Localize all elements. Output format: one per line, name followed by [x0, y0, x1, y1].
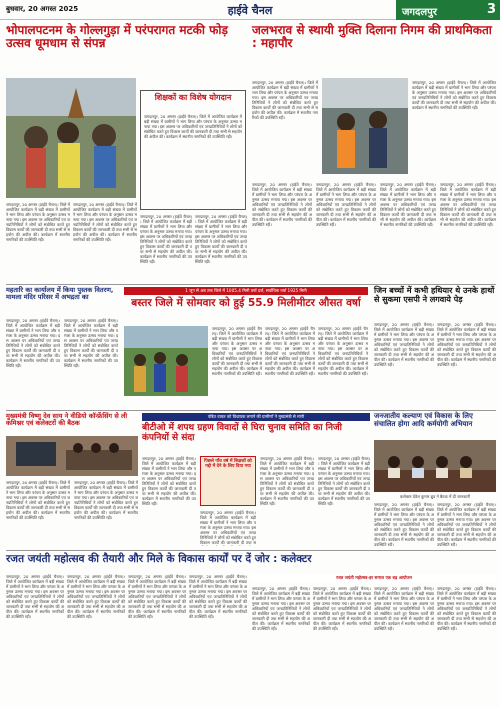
story10-body-8: जगदलपुर, 20 अगस्त (हाईवे चैनल)। जिले में आयोजित कार्यक्रम में बड़ी संख्या में ग्रामीणों ने भाग लिया और परंपरा के अनुसार उत्सव मनाया गया। इस अवसर पर अधिकारियों एवं जनप्रतिनिधियों ने लोगों को संबोधित करते हुए विकास कार्यों की जानकारी दी तथा सभी से सहयोग की अपील की। कार्यक्रम में स्थानीय नागरिकों की उपस्थिति रही।: [437, 586, 496, 631]
story1-body: जगदलपुर, 20 अगस्त (हाईवे चैनल)। जिले में आयोजित कार्यक्रम में बड़ी संख्या में ग्रामीणों ने भाग लिया और परंपरा के अनुसार उत्सव मनाया गया। इस अवसर पर अधिकारियों एवं जनप्रतिनिधियों ने लोगों को संबोधित करते हुए विकास कार्यों की जानकारी दी तथा सभी से सहयोग की अपील की। कार्यक्रम में स्थानीय नागरिकों की उपस्थिति रही।: [6, 202, 70, 242]
story3-box-title: शिक्षकों का विशेष योगदान: [154, 93, 232, 102]
story8-body: जगदलपुर, 20 अगस्त (हाईवे चैनल)। जिले में आयोजित कार्यक्रम में बड़ी संख्या में ग्रामीणों ने भाग लिया और परंपरा के अनुसार उत्सव मनाया गया। इस अवसर पर अधिकारियों एवं जनप्रतिनिधियों ने लोगों को संबोधित करते हुए विकास कार्यों की जानकारी दी तथा सभी से सहयोग की अपील की। कार्यक्रम में स्थानीय नागरिकों की उपस्थिति रही।: [6, 480, 70, 520]
story2-body-4: जगदलपुर, 20 अगस्त (हाईवे चैनल)। जिले में आयोजित कार्यक्रम में बड़ी संख्या में ग्रामीणों ने भाग लिया और परंपरा के अनुसार उत्सव मनाया गया। इस अवसर पर अधिकारियों एवं जनप्रतिनिधियों ने लोगों को संबोधित करते हुए विकास कार्यों की जानकारी दी तथा सभी से सहयोग की अपील की। कार्यक्रम में स्थानीय नागरिकों की उपस्थिति रही।: [316, 182, 376, 227]
story10-body: जगदलपुर, 20 अगस्त (हाईवे चैनल)। जिले में आयोजित कार्यक्रम में बड़ी संख्या में ग्रामीणों ने भाग लिया और परंपरा के अनुसार उत्सव मनाया गया। इस अवसर पर अधिकारियों एवं जनप्रतिनिधियों ने लोगों को संबोधित करते हुए विकास कार्यों की जानकारी दी तथा सभी से सहयोग की अपील की। कार्यक्रम में स्थानीय नागरिकों की उपस्थिति रही।: [6, 574, 64, 619]
story5-photo: [124, 326, 208, 396]
masthead: [0, 0, 500, 20]
story10-body-7: जगदलपुर, 20 अगस्त (हाईवे चैनल)। जिले में आयोजित कार्यक्रम में बड़ी संख्या में ग्रामीणों ने भाग लिया और परंपरा के अनुसार उत्सव मनाया गया। इस अवसर पर अधिकारियों एवं जनप्रतिनिधियों ने लोगों को संबोधित करते हुए विकास कार्यों की जानकारी दी तथा सभी से सहयोग की अपील की। कार्यक्रम में स्थानीय नागरिकों की उपस्थिति रही।: [374, 586, 434, 631]
story7-body-2: जगदलपुर, 20 अगस्त (हाईवे चैनल)। जिले में आयोजित कार्यक्रम में बड़ी संख्या में ग्रामीणों ने भाग लिया और परंपरा के अनुसार उत्सव मनाया गया। इस अवसर पर अधिकारियों एवं जनप्रतिनिधियों ने लोगों को संबोधित करते हुए विकास कार्यों की जानकारी दी तथा स: [200, 510, 256, 545]
story2-body-3: जगदलपुर, 20 अगस्त (हाईवे चैनल)। जिले में आयोजित कार्यक्रम में बड़ी संख्या में ग्रामीणों ने भाग लिया और परंपरा के अनुसार उत्सव मनाया गया। इस अवसर पर अधिकारियों एवं जनप्रतिनिधियों ने लोगों को संबोधित करते हुए विकास कार्यों की जानकारी दी तथा सभी से सहयोग की अपील की। कार्यक्रम में स्थानीय नागरिकों की उपस्थिति रही।: [252, 182, 312, 227]
story6-body-2: जगदलपुर, 20 अगस्त (हाईवे चैनल)। जिले में आयोजित कार्यक्रम में बड़ी संख्या में ग्रामीणों ने भाग लिया और परंपरा के अनुसार उत्सव मनाया गया। इस अवसर पर अधिकारियों एवं जनप्रतिनिधियों ने लोगों को संबोधित करते हुए विकास कार्यों की जानकारी दी तथा सभी से सहयोग की अपील की। कार्यक्रम में स्थानीय नागरिकों की उपस्थिति रही।: [437, 322, 496, 367]
story5-headline: बस्तर जिले में सोमवार को हुई 55.9 मिलीमीटर औसत वर्षा: [131, 297, 361, 309]
story5-body: जगदलपुर, 20 अगस्त (हाईवे चैनल)। जिले में आयोजित कार्यक्रम में बड़ी संख्या में ग्रामीणों ने भाग लिया और परंपरा के अनुसार उत्सव मनाया गया। इस अवसर पर अधिकारियों एवं जनप्रतिनिधियों ने लोगों को संबोधित करते हुए विकास कार्यों की जानकारी दी तथा सभी से सहयोग की अपील की। कार्यक्रम में स्थानीय नागरिकों की उपस्थिति रही।: [212, 326, 262, 376]
story10-band: रजत जयंती महोत्सव-हर समाज एक बढ़ आयोजन: [252, 574, 496, 582]
story9-caption: कलेक्टर देवेश कुमार ध्रुव ने बैठक में दी जानकारी: [399, 494, 471, 499]
story8-body-2: जगदलपुर, 20 अगस्त (हाईवे चैनल)। जिले में आयोजित कार्यक्रम में बड़ी संख्या में ग्रामीणों ने भाग लिया और परंपरा के अनुसार उत्सव मनाया गया। इस अवसर पर अधिकारियों एवं जनप्रतिनिधियों ने लोगों को संबोधित करते हुए विकास कार्यों की जानकारी दी तथा सभी से सहयोग की अपील की। कार्यक्रम में स्थानीय नागरिकों की उपस्थिति रही।: [74, 480, 138, 520]
story10-body-5: जगदलपुर, 20 अगस्त (हाईवे चैनल)। जिले में आयोजित कार्यक्रम में बड़ी संख्या में ग्रामीणों ने भाग लिया और परंपरा के अनुसार उत्सव मनाया गया। इस अवसर पर अधिकारियों एवं जनप्रतिनिधियों ने लोगों को संबोधित करते हुए विकास कार्यों की जानकारी दी तथा सभी से सहयोग की अपील की। कार्यक्रम में स्थानीय नागरिकों की उपस्थिति रही।: [252, 586, 310, 631]
story1-body-4: जगदलपुर, 20 अगस्त (हाईवे चैनल)। जिले में आयोजित कार्यक्रम में बड़ी संख्या में ग्रामीणों ने भाग लिया और परंपरा के अनुसार उत्सव मनाया गया। इस अवसर पर अधिकारियों एवं जनप्रतिनिधियों ने लोगों को संबोधित करते हुए विकास कार्यों की जानकारी दी तथा सभी से सहयोग की अपील की। कार्यक्रम में स्थानीय नागरिकों की उपस्थिति रही।: [195, 214, 247, 264]
story9-body-2: जगदलपुर, 20 अगस्त (हाईवे चैनल)। जिले में आयोजित कार्यक्रम में बड़ी संख्या में ग्रामीणों ने भाग लिया और परंपरा के अनुसार उत्सव मनाया गया। इस अवसर पर अधिकारियों एवं जनप्रतिनिधियों ने लोगों को संबोधित करते हुए विकास कार्यों की जानकारी दी तथा सभी से सहयोग की अपील की। कार्यक्रम में स्थानीय नागरिकों की उपस्थिति रही।: [437, 502, 496, 546]
section-tab: [396, 0, 500, 20]
story4-headline: महतारि का कार्यालय में किया पुस्तक वितरण, मामला मंदिर परिसर में अभद्रता का: [6, 286, 114, 302]
story10-body-2: जगदलपुर, 20 अगस्त (हाईवे चैनल)। जिले में आयोजित कार्यक्रम में बड़ी संख्या में ग्रामीणों ने भाग लिया और परंपरा के अनुसार उत्सव मनाया गया। इस अवसर पर अधिकारियों एवं जनप्रतिनिधियों ने लोगों को संबोधित करते हुए विकास कार्यों की जानकारी दी तथा सभी से सहयोग की अपील की। कार्यक्रम में स्थानीय नागरिकों की उपस्थिति रही।: [67, 574, 125, 619]
story9-photo: [374, 440, 496, 492]
story10-body-3: जगदलपुर, 20 अगस्त (हाईवे चैनल)। जिले में आयोजित कार्यक्रम में बड़ी संख्या में ग्रामीणों ने भाग लिया और परंपरा के अनुसार उत्सव मनाया गया। इस अवसर पर अधिकारियों एवं जनप्रतिनिधियों ने लोगों को संबोधित करते हुए विकास कार्यों की जानकारी दी तथा सभी से सहयोग की अपील की। कार्यक्रम में स्थानीय नागरिकों की उपस्थिति रही।: [128, 574, 186, 619]
story10-headline: रजत जयंती महोत्सव की तैयारी और मिले के विकास कार्यों पर दें जोर : कलेक्टर: [6, 553, 312, 565]
story1-photo: [6, 78, 136, 198]
story2-headline: जलभराव से स्थायी मुक्ति दिलाना निगम की प्राथमिकता : महापौर: [252, 23, 492, 50]
story7-band: पंडित वाकर को विधायक लगाने की ग्रामीणों ने मुख्यमंत्री से मांगी: [142, 413, 370, 421]
story8-headline: मुख्यमंत्री विष्णु देव साय ने वीडियो कॉन्फ्रेंसिंग से ली कमिश्नर एवं कलेक्टरों की बैठक: [6, 412, 128, 428]
story6-body: जगदलपुर, 20 अगस्त (हाईवे चैनल)। जिले में आयोजित कार्यक्रम में बड़ी संख्या में ग्रामीणों ने भाग लिया और परंपरा के अनुसार उत्सव मनाया गया। इस अवसर पर अधिकारियों एवं जनप्रतिनिधियों ने लोगों को संबोधित करते हुए विकास कार्यों की जानकारी दी तथा सभी से सहयोग की अपील की। कार्यक्रम में स्थानीय नागरिकों की उपस्थिति रही।: [374, 322, 434, 367]
story5-body-2: जगदलपुर, 20 अगस्त (हाईवे चैनल)। जिले में आयोजित कार्यक्रम में बड़ी संख्या में ग्रामीणों ने भाग लिया और परंपरा के अनुसार उत्सव मनाया गया। इस अवसर पर अधिकारियों एवं जनप्रतिनिधियों ने लोगों को संबोधित करते हुए विकास कार्यों की जानकारी दी तथा सभी से सहयोग की अपील की। कार्यक्रम में स्थानीय नागरिकों की उपस्थिति रही।: [265, 326, 315, 376]
story6-headline: जिन बच्चों में कभी हथियार थे उनके हाथों से सुकमा एसपी ने लगवाये पेड़: [374, 286, 495, 304]
story2-body: जगदलपुर, 20 अगस्त (हाईवे चैनल)। जिले में आयोजित कार्यक्रम में बड़ी संख्या में ग्रामीणों ने भाग लिया और परंपरा के अनुसार उत्सव मनाया गया। इस अवसर पर अधिकारियों एवं जनप्रतिनिधियों ने लोगों को संबोधित करते हुए विकास कार्यों की जानकारी दी तथा सभी से सहयोग की अपील की। कार्यक्रम में स्थानीय नागरिकों की उपस्थिति रही।: [252, 80, 318, 120]
story2-body-6: जगदलपुर, 20 अगस्त (हाईवे चैनल)। जिले में आयोजित कार्यक्रम में बड़ी संख्या में ग्रामीणों ने भाग लिया और परंपरा के अनुसार उत्सव मनाया गया। इस अवसर पर अधिकारियों एवं जनप्रतिनिधियों ने लोगों को संबोधित करते हुए विकास कार्यों की जानकारी दी तथा सभी से सहयोग की अपील की। कार्यक्रम में स्थानीय नागरिकों की उपस्थिति रही।: [440, 182, 496, 227]
story8-photo: [6, 436, 138, 476]
story4-body: जगदलपुर, 20 अगस्त (हाईवे चैनल)। जिले में आयोजित कार्यक्रम में बड़ी संख्या में ग्रामीणों ने भाग लिया और परंपरा के अनुसार उत्सव मनाया गया। इस अवसर पर अधिकारियों एवं जनप्रतिनिधियों ने लोगों को संबोधित करते हुए विकास कार्यों की जानकारी दी तथा सभी से सहयोग की अपील की। कार्यक्रम में स्थानीय नागरिकों की उपस्थिति रही।: [6, 318, 60, 368]
page-number: 3: [486, 2, 496, 17]
newspaper-title: हाईवे चैनल: [227, 4, 273, 17]
story1-body-3: जगदलपुर, 20 अगस्त (हाईवे चैनल)। जिले में आयोजित कार्यक्रम में बड़ी संख्या में ग्रामीणों ने भाग लिया और परंपरा के अनुसार उत्सव मनाया गया। इस अवसर पर अधिकारियों एवं जनप्रतिनिधियों ने लोगों को संबोधित करते हुए विकास कार्यों की जानकारी दी तथा सभी से सहयोग की अपील की। कार्यक्रम में स्थानीय नागरिकों की उपस्थिति रही।: [140, 214, 192, 264]
story2-photo: [322, 78, 408, 174]
story5-body-3: जगदलपुर, 20 अगस्त (हाईवे चैनल)। जिले में आयोजित कार्यक्रम में बड़ी संख्या में ग्रामीणों ने भाग लिया और परंपरा के अनुसार उत्सव मनाया गया। इस अवसर पर अधिकारियों एवं जनप्रतिनिधियों ने लोगों को संबोधित करते हुए विकास कार्यों की जानकारी दी तथा सभी से सहयोग की अपील की। कार्यक्रम में स्थानीय नागरिकों की उपस्थिति रही।: [318, 326, 368, 376]
story1-headline: भोपालपटनम के गोल्लगुड़ा में परंपरागत मटकी फोड़ उत्सव धूमधाम से संपन्न: [6, 23, 228, 50]
story7-headline: बीटीओ में शपथ ग्रहण विवादों से घिरा चुनाव समिति का निजी कंपनियों से संदा: [142, 423, 343, 443]
story9-headline: जनजातीय कल्याण एवं विकास के लिए संचालित होगा आदि कर्मयोगी अभियान: [374, 412, 473, 428]
story1-body-2: जगदलपुर, 20 अगस्त (हाईवे चैनल)। जिले में आयोजित कार्यक्रम में बड़ी संख्या में ग्रामीणों ने भाग लिया और परंपरा के अनुसार उत्सव मनाया गया। इस अवसर पर अधिकारियों एवं जनप्रतिनिधियों ने लोगों को संबोधित करते हुए विकास कार्यों की जानकारी दी तथा सभी से सहयोग की अपील की। कार्यक्रम में स्थानीय नागरिकों की उपस्थिति रही।: [73, 202, 137, 242]
story3-body: जगदलपुर, 20 अगस्त (हाईवे चैनल)। जिले में आयोजित कार्यक्रम में बड़ी संख्या में ग्रामीणों ने भाग लिया और परंपरा के अनुसार उत्सव मनाया गया। इस अवसर पर अधिकारियों एवं जनप्रतिनिधियों ने लोगों को संबोधित करते हुए विकास कार्यों की जानकारी दी तथा सभी से सहयोग की अपील की। कार्यक्रम में स्थानीय नागरिकों की उपस्थिति रही।: [144, 114, 242, 139]
story7-body: जगदलपुर, 20 अगस्त (हाईवे चैनल)। जिले में आयोजित कार्यक्रम में बड़ी संख्या में ग्रामीणों ने भाग लिया और परंपरा के अनुसार उत्सव मनाया गया। इस अवसर पर अधिकारियों एवं जनप्रतिनिधियों ने लोगों को संबोधित करते हुए विकास कार्यों की जानकारी दी तथा सभी से सहयोग की अपील की। कार्यक्रम में स्थानीय नागरिकों की उपस्थिति रही।: [142, 456, 196, 506]
story10-body-4: जगदलपुर, 20 अगस्त (हाईवे चैनल)। जिले में आयोजित कार्यक्रम में बड़ी संख्या में ग्रामीणों ने भाग लिया और परंपरा के अनुसार उत्सव मनाया गया। इस अवसर पर अधिकारियों एवं जनप्रतिनिधियों ने लोगों को संबोधित करते हुए विकास कार्यों की जानकारी दी तथा सभी से सहयोग की अपील की। कार्यक्रम में स्थानीय नागरिकों की उपस्थिति रही।: [189, 574, 247, 619]
story5-band: 1 जून से अब तक जिले में 1005.4 मिमी वर्षा दर्ज, सर्वाधिक वर्षा 1925 मिमी: [124, 287, 368, 295]
divider: [6, 284, 496, 285]
section-name: जगदलपुर: [402, 7, 437, 18]
story7-body-3: जगदलपुर, 20 अगस्त (हाईवे चैनल)। जिले में आयोजित कार्यक्रम में बड़ी संख्या में ग्रामीणों ने भाग लिया और परंपरा के अनुसार उत्सव मनाया गया। इस अवसर पर अधिकारियों एवं जनप्रतिनिधियों ने लोगों को संबोधित करते हुए विकास कार्यों की जानकारी दी तथा सभी से सहयोग की अपील की। कार्यक्रम में स्थानीय नागरिकों की उपस्थिति रही।: [260, 456, 314, 506]
story2-body-2: जगदलपुर, 20 अगस्त (हाईवे चैनल)। जिले में आयोजित कार्यक्रम में बड़ी संख्या में ग्रामीणों ने भाग लिया और परंपरा के अनुसार उत्सव मनाया गया। इस अवसर पर अधिकारियों एवं जनप्रतिनिधियों ने लोगों को संबोधित करते हुए विकास कार्यों की जानकारी दी तथा सभी से सहयोग की अपील की। कार्यक्रम में स्थानीय नागरिकों की उपस्थिति रही।: [412, 80, 496, 110]
story9-body: जगदलपुर, 20 अगस्त (हाईवे चैनल)। जिले में आयोजित कार्यक्रम में बड़ी संख्या में ग्रामीणों ने भाग लिया और परंपरा के अनुसार उत्सव मनाया गया। इस अवसर पर अधिकारियों एवं जनप्रतिनिधियों ने लोगों को संबोधित करते हुए विकास कार्यों की जानकारी दी तथा सभी से सहयोग की अपील की। कार्यक्रम में स्थानीय नागरिकों की उपस्थिति रही।: [374, 502, 434, 546]
divider: [6, 410, 496, 411]
story2-body-5: जगदलपुर, 20 अगस्त (हाईवे चैनल)। जिले में आयोजित कार्यक्रम में बड़ी संख्या में ग्रामीणों ने भाग लिया और परंपरा के अनुसार उत्सव मनाया गया। इस अवसर पर अधिकारियों एवं जनप्रतिनिधियों ने लोगों को संबोधित करते हुए विकास कार्यों की जानकारी दी तथा सभी से सहयोग की अपील की। कार्यक्रम में स्थानीय नागरिकों की उपस्थिति रही।: [380, 182, 436, 227]
story10-body-6: जगदलपुर, 20 अगस्त (हाईवे चैनल)। जिले में आयोजित कार्यक्रम में बड़ी संख्या में ग्रामीणों ने भाग लिया और परंपरा के अनुसार उत्सव मनाया गया। इस अवसर पर अधिकारियों एवं जनप्रतिनिधियों ने लोगों को संबोधित करते हुए विकास कार्यों की जानकारी दी तथा सभी से सहयोग की अपील की। कार्यक्रम में स्थानीय नागरिकों की उपस्थिति रही।: [313, 586, 371, 631]
divider: [6, 550, 496, 551]
story4-body-2: जगदलपुर, 20 अगस्त (हाईवे चैनल)। जिले में आयोजित कार्यक्रम में बड़ी संख्या में ग्रामीणों ने भाग लिया और परंपरा के अनुसार उत्सव मनाया गया। इस अवसर पर अधिकारियों एवं जनप्रतिनिधियों ने लोगों को संबोधित करते हुए विकास कार्यों की जानकारी दी तथा सभी से सहयोग की अपील की। कार्यक्रम में स्थानीय नागरिकों की उपस्थिति रही।: [64, 318, 118, 368]
story7-box-text: पिछले पाँच वर्ष में शिक्षकों को गद्दी में देने के लिए दिया गया: [204, 459, 252, 469]
story7-body-4: जगदलपुर, 20 अगस्त (हाईवे चैनल)। जिले में आयोजित कार्यक्रम में बड़ी संख्या में ग्रामीणों ने भाग लिया और परंपरा के अनुसार उत्सव मनाया गया। इस अवसर पर अधिकारियों एवं जनप्रतिनिधियों ने लोगों को संबोधित करते हुए विकास कार्यों की जानकारी दी तथा सभी से सहयोग की अपील की। कार्यक्रम में स्थानीय नागरिकों की उपस्थिति रही।: [318, 456, 370, 506]
issue-date: बुधवार, 20 अगस्त 2025: [6, 5, 79, 13]
